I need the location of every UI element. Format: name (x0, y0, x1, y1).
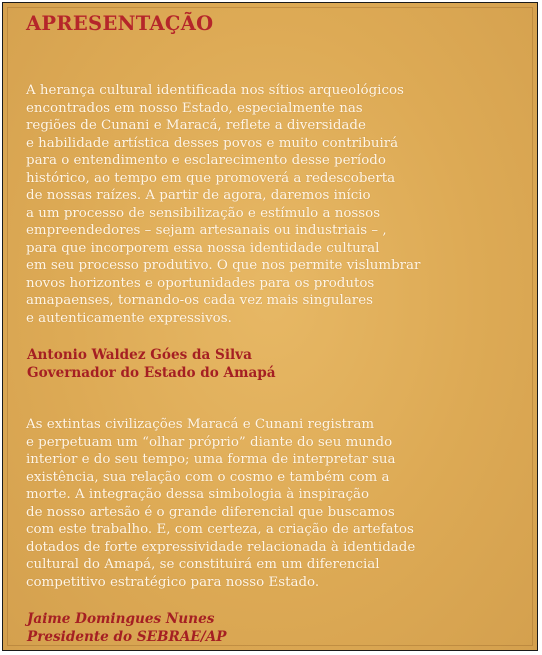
text-line: novos horizontes e oportunidades para os produtos (26, 275, 375, 291)
text-line: cultural do Amapá, se constituirá em um diferencial (26, 557, 380, 572)
signature-role: Presidente do SEBRAE/AP (27, 629, 227, 645)
text-line: competitivo estratégico para nosso Estado. (26, 574, 320, 590)
signature-sebrae (27, 610, 226, 646)
paragraph-governor (26, 82, 420, 327)
text-line: a um processo de sensibilização e estímulo a nossos (26, 205, 381, 221)
text-line: histórico, ao tempo em que promoverá a redescoberta (26, 170, 396, 186)
text-line: morte. A integração dessa simbologia à inspiração (26, 487, 370, 502)
text-line: regiões de Cunani e Maracá, reflete a diversidade (26, 118, 366, 133)
text-line: As extintas civilizações Maracá e Cunani registram (26, 417, 375, 432)
document-page (2, 2, 538, 651)
text-line: e autenticamente expressivos. (26, 310, 232, 326)
text-line: de nossas raízes. A partir de agora, daremos início (26, 188, 371, 203)
signature-name: Jaime Domingues Nunes (27, 611, 215, 627)
text-line: A herança cultural identificada nos sítios arqueológicos (26, 83, 404, 98)
signature-governor (27, 346, 276, 382)
page-title: APRESENTAÇÃO (26, 12, 214, 35)
paragraph-sebrae (26, 416, 415, 591)
text-line: encontrados em nosso Estado, especialmente nas (26, 100, 363, 116)
text-line: para o entendimento e esclarecimento desse período (26, 153, 386, 168)
text-line: para que incorporem essa nossa identidade cultural (26, 240, 380, 256)
text-line: existência, sua relação com o cosmo e também com a (26, 469, 390, 485)
text-line: interior e do seu tempo; uma forma de interpretar sua (26, 452, 396, 467)
signature-role: Governador do Estado do Amapá (27, 365, 276, 381)
text-line: amapaenses, tornando-os cada vez mais singulares (26, 293, 373, 308)
text-line: e habilidade artística desses povos e muito contribuirá (26, 135, 399, 151)
text-line: em seu processo produtivo. O que nos permite vislumbrar (26, 258, 421, 273)
text-line: com este trabalho. E, com certeza, a criação de artefatos (26, 522, 414, 537)
signature-name: Antonio Waldez Góes da Silva (27, 347, 252, 363)
text-line: dotados de forte expressividade relacionada à identidade (26, 539, 416, 555)
text-line: e perpetuam um “olhar próprio” diante do seu mundo (26, 434, 393, 450)
text-line: empreendedores – sejam artesanais ou industriais – , (26, 223, 387, 238)
text-line: de nosso artesão é o grande diferencial que buscamos (26, 504, 395, 520)
